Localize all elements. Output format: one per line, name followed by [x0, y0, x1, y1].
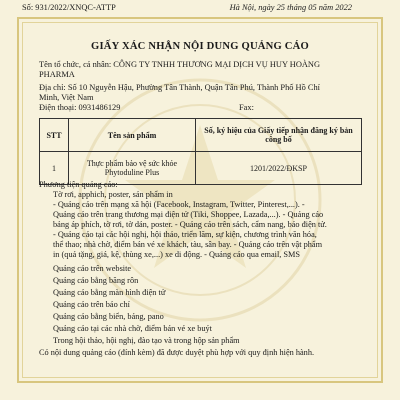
- org-info: [39, 60, 369, 113]
- media-item: Trong hội thảo, hội nghị, đào tạo và trong hộp sản phẩm: [53, 336, 240, 345]
- doc-number: Số: 931/2022/XNQC-ATTP: [22, 3, 116, 12]
- contact-line: [39, 103, 369, 113]
- table-header-row: [40, 119, 362, 152]
- media-footer: Có nội dung quảng cáo (đính kèm) đã được duyệt phù hợp với quy định hiện hành.: [39, 348, 315, 357]
- cell-cert: 1201/2022/ĐKSP: [196, 152, 362, 185]
- media-line: in (quả tặng, giá, kệ, thùng xe,...) xe di động. - Quảng cáo qua email, SMS: [53, 250, 301, 259]
- media-line: bảng áp phích, tờ rơi, tờ dán, poster. - Quảng cáo trên sách, cẩm nang, báo điện tử.: [53, 220, 327, 229]
- header-stt: STT: [40, 119, 69, 152]
- media-item: Quảng cáo trên báo chí: [53, 300, 130, 309]
- media-item: Quảng cáo bằng biển, bảng, pano: [53, 312, 164, 321]
- media-item: Quảng cáo tại các nhà chờ, điểm bán vé xe buýt: [53, 324, 212, 333]
- cell-stt: 1: [40, 152, 69, 185]
- cell-product: Thực phẩm bảo vệ sức khỏe Phytoduline Plus: [69, 152, 196, 185]
- media-item: Quảng cáo trên website: [53, 264, 132, 273]
- org-name-line1: Tên tổ chức, cá nhân: CÔNG TY TNHH THƯƠNG MẠI DỊCH VỤ HUY HOÀNG: [39, 60, 321, 69]
- org-phone: Điện thoại: 0931486129: [39, 103, 121, 112]
- document-title: GIẤY XÁC NHẬN NỘI DUNG QUẢNG CÁO: [91, 41, 309, 52]
- media-item: Quảng cáo bằng màn hình điện tử: [53, 288, 166, 297]
- media-line: Tờ rơi, apphich, poster, sản phẩm in: [53, 190, 173, 199]
- media-item: Quảng cáo bằng băng rôn: [53, 276, 139, 285]
- place-date: Hà Nội, ngày 25 tháng 05 năm 2022: [229, 3, 352, 12]
- media-heading: Phương tiện quảng cáo:: [39, 180, 118, 189]
- media-line: Quảng cáo trên trang thương mại điện tử (Tiki, Shoppee, Lazada,...). - Quảng cáo: [53, 210, 324, 219]
- media-line: - Quảng cáo tại các hội nghị, hội thảo, triển lãm, sự kiện, chương trình văn hóa,: [53, 230, 317, 239]
- org-address-line1: Địa chỉ: Số 10 Nguyễn Hậu, Phường Tân Thành, Quận Tân Phú, Thành Phố Hồ Chí: [39, 83, 320, 92]
- media-line: - Quảng cáo trên mạng xã hội (Facebook, Instagram, Twitter, Pinterest,...). -: [53, 200, 305, 209]
- header-cert: Số, ký hiệu của Giấy tiếp nhận đăng ký bản công bố: [196, 119, 362, 152]
- header-line: [22, 3, 378, 17]
- org-name-line2: PHARMA: [39, 70, 75, 79]
- header-product: Tên sản phẩm: [69, 119, 196, 152]
- product-table: [39, 118, 362, 185]
- org-fax: Fax:: [239, 103, 254, 112]
- org-address-line2: Minh, Việt Nam: [39, 93, 94, 102]
- media-line: thể thao; nhà chờ, điểm bán vé xe khách, tàu, sân bay. - Quảng cáo trên vật phẩm: [53, 240, 323, 249]
